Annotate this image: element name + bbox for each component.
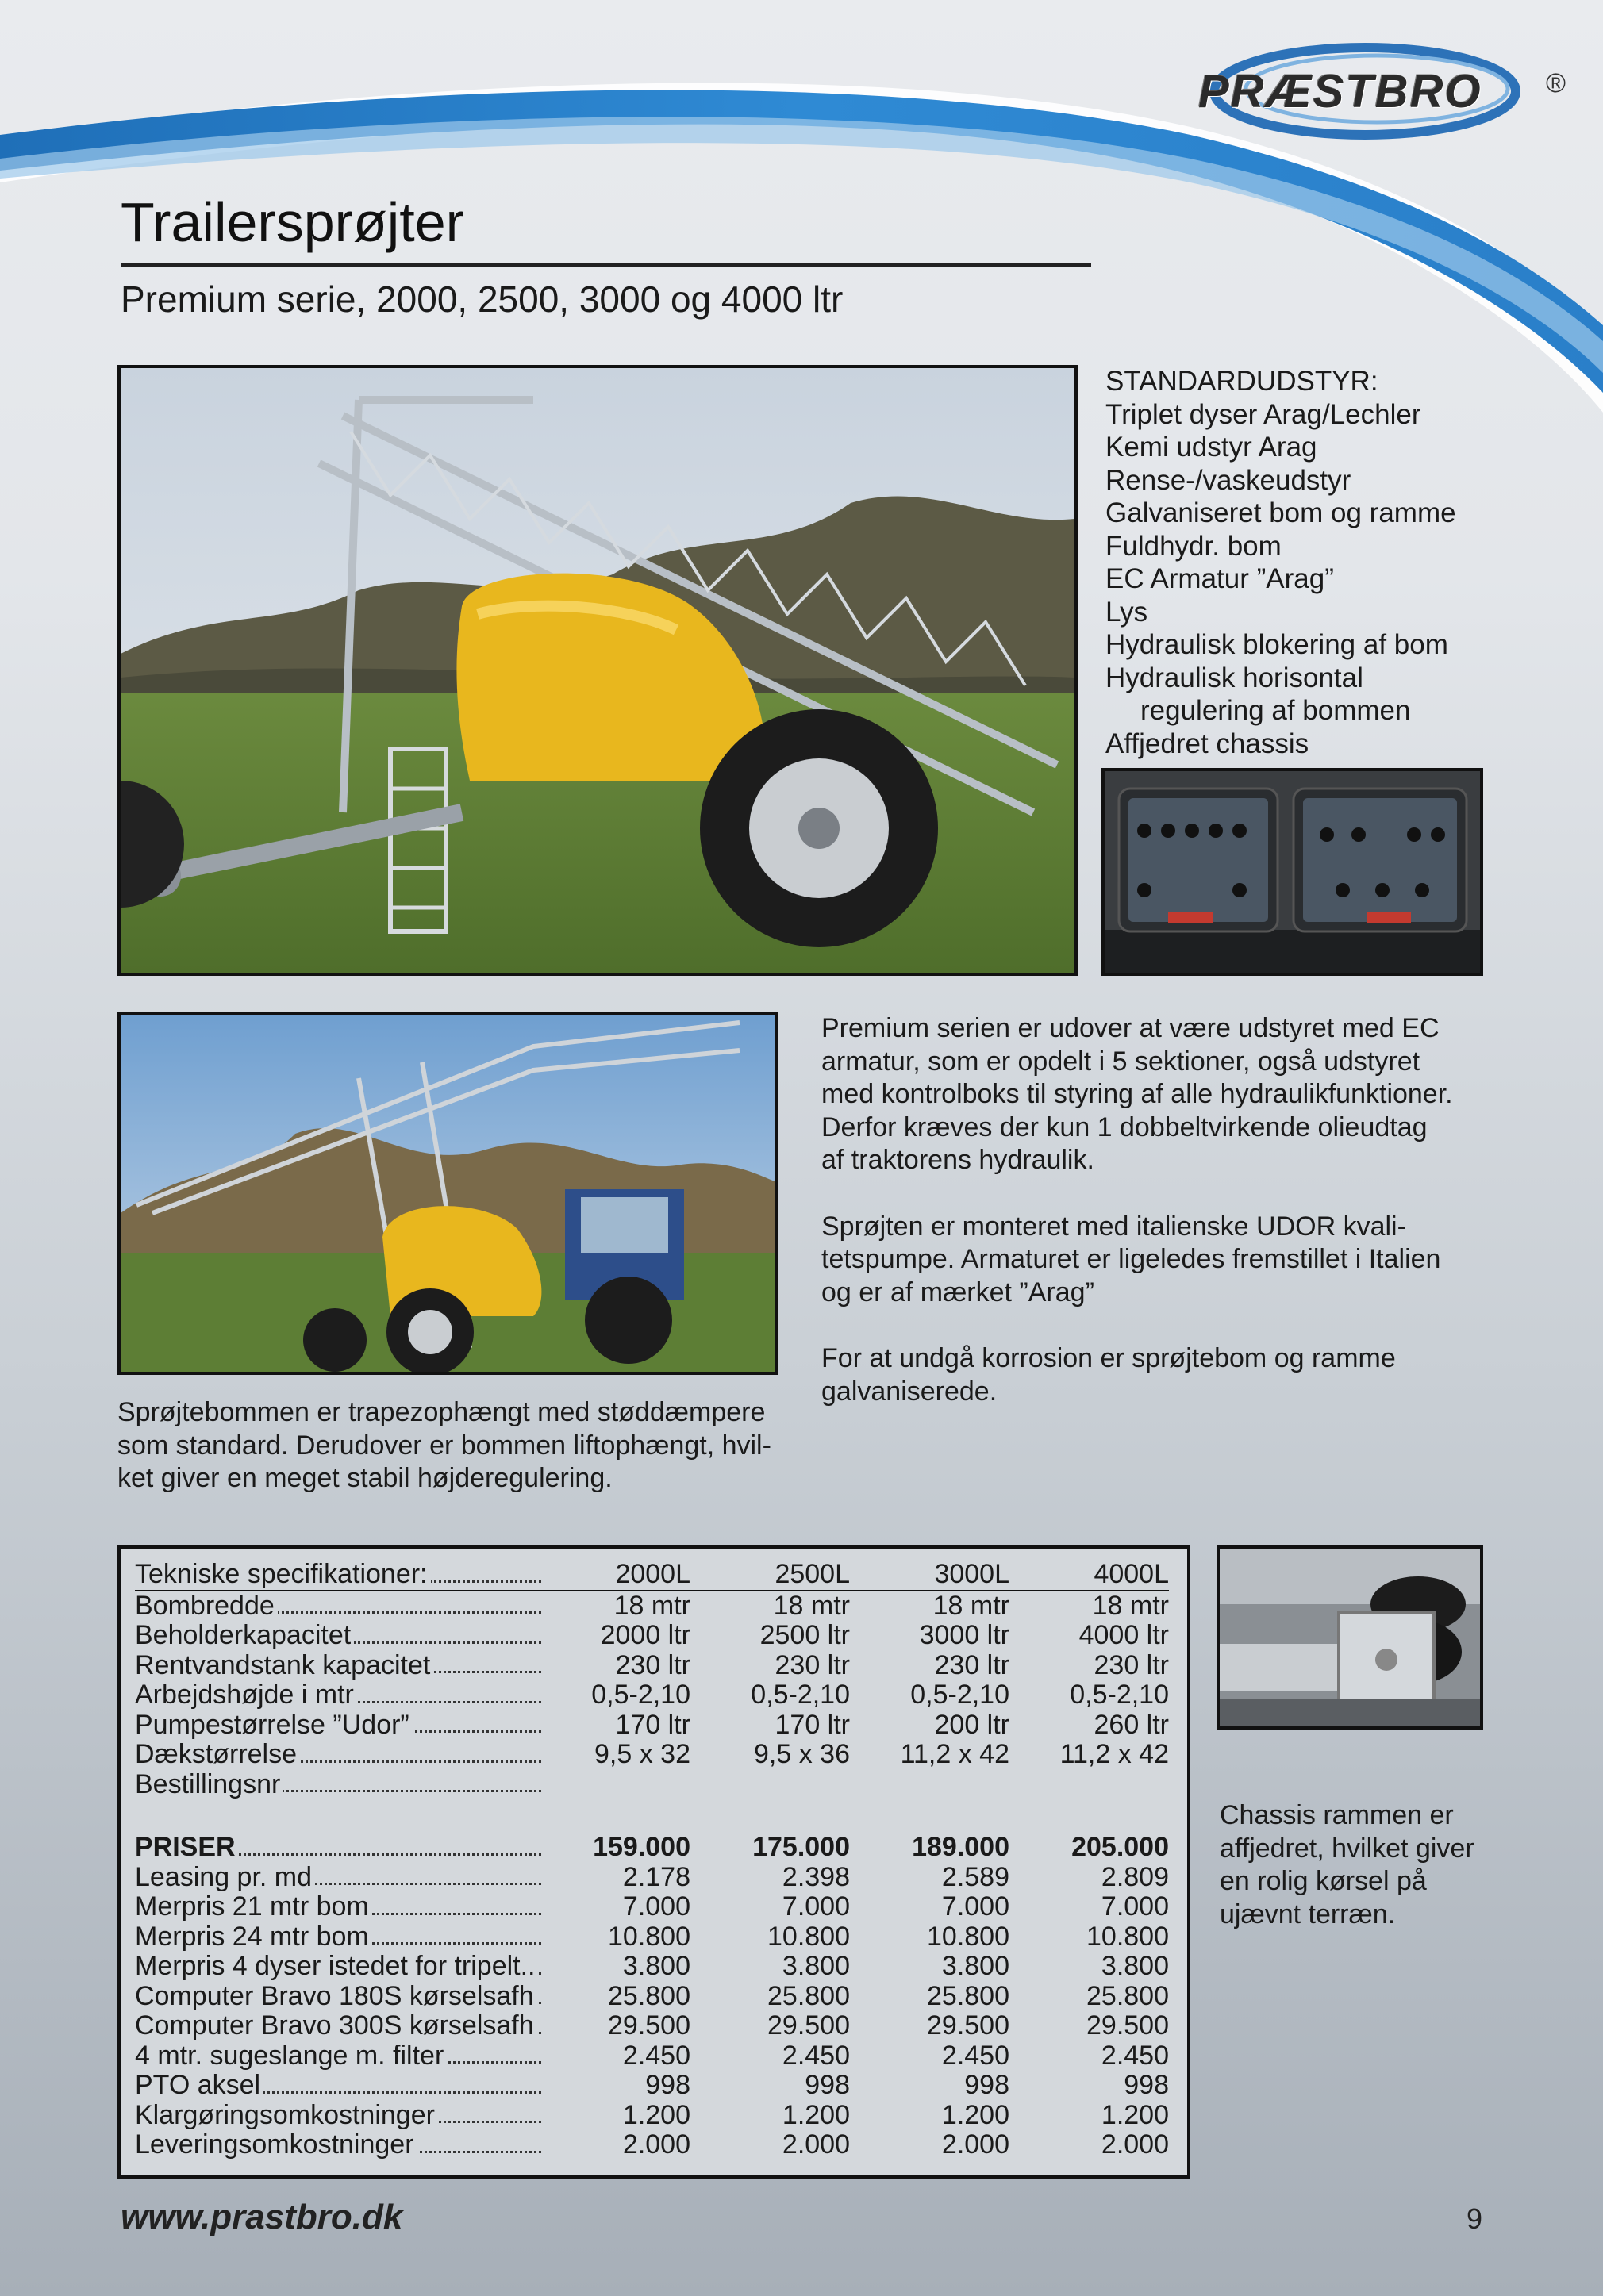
- table-row: Arbejdshøjde i mtr 0,5-2,10 0,5-2,10 0,5-2,10 0,5-2,10: [135, 1680, 1169, 1710]
- spec-cell: 29.500: [767, 2010, 850, 2041]
- list-item: Triplet dyser Arag/Lechler: [1105, 398, 1421, 430]
- spec-cell: [690, 1770, 850, 1800]
- table-row: Rentvandstank kapacitet 230 ltr 230 ltr 230 ltr 230 ltr: [135, 1649, 1169, 1680]
- spec-cell: 11,2 x 42: [1059, 1739, 1169, 1769]
- spec-cell: 2.589: [941, 1861, 1009, 1892]
- standard-equipment-list: [1105, 365, 1456, 760]
- list-item: Hydraulisk blokering af bom: [1105, 629, 1448, 660]
- spec-cell: 170 ltr: [775, 1709, 850, 1740]
- spec-cell: 25.800: [1086, 1980, 1169, 2011]
- spec-cell: 25.800: [767, 1980, 850, 2011]
- chassis-photo: [1217, 1545, 1483, 1730]
- table-row: Leveringsomkostninger 2.000 2.000 2.000 2.000: [135, 2129, 1169, 2160]
- standard-equipment-heading: STANDARDUDSTYR:: [1105, 366, 1378, 397]
- spec-cell: 159.000: [593, 1832, 690, 1862]
- spec-cell: [1009, 1770, 1169, 1800]
- spec-cell: 2.000: [941, 2129, 1009, 2160]
- control-box-photo: [1101, 768, 1483, 976]
- spec-cell: 18 mtr: [932, 1590, 1009, 1621]
- col-2000l: 2000L: [541, 1560, 690, 1591]
- page-number: 9: [1467, 2202, 1483, 2235]
- list-item: Rense-/vaskeudstyr: [1105, 464, 1351, 496]
- spec-cell: 230 ltr: [775, 1649, 850, 1680]
- spec-cell: 18 mtr: [1092, 1590, 1169, 1621]
- table-row: 4 mtr. sugeslange m. filter 2.450 2.450 2.450 2.450: [135, 2040, 1169, 2071]
- spec-cell: 3.800: [622, 1951, 690, 1981]
- spec-cell: 1.200: [782, 2099, 850, 2130]
- table-row: Merpris 24 mtr bom 10.800 10.800 10.800 10.800: [135, 1921, 1169, 1952]
- table-row: Klargøringsomkostninger 1.200 1.200 1.200 1.200: [135, 2099, 1169, 2130]
- spec-cell: 1.200: [1101, 2099, 1169, 2130]
- table-row: Merpris 4 dyser istedet for tripelt.. 3.800 3.800 3.800 3.800: [135, 1951, 1169, 1981]
- description-text: [821, 1012, 1536, 1442]
- sprayer-photo: [117, 365, 1078, 976]
- spec-cell: 260 ltr: [1094, 1709, 1169, 1740]
- spec-cell: 2.450: [622, 2040, 690, 2071]
- spec-header-row: Tekniske specifikationer: 2000L 2500L 3000L 4000L: [135, 1559, 1169, 1589]
- spec-cell: 2500 ltr: [759, 1620, 850, 1650]
- description-paragraph-3: For at undgå korrosion er sprøjtebom og ramme galvaniserede.: [821, 1343, 1396, 1407]
- spec-cell: 2000 ltr: [600, 1620, 690, 1650]
- spec-cell: 3000 ltr: [919, 1620, 1009, 1650]
- list-item: Lys: [1105, 596, 1148, 628]
- spec-cell: 2.000: [782, 2129, 850, 2160]
- chassis-caption: Chassis rammen er affjedret, hvilket giver en rolig kørsel på ujævnt terræn.: [1220, 1800, 1474, 1929]
- spacer-row: [135, 1799, 1169, 1833]
- description-paragraph-1: Premium serien er udover at være udstyret med EC armatur, som er opdelt i 5 sektioner, også udstyret med kontrolboks til styring af alle hydraulikfunktioner. Derfor kræves der kun 1 dobbeltvirkende olieudtag af traktorens hydraulik.: [821, 1013, 1453, 1175]
- spec-cell: 3.800: [941, 1951, 1009, 1981]
- spec-cell: 1.200: [941, 2099, 1009, 2130]
- spec-cell: 2.000: [622, 2129, 690, 2160]
- spec-cell: 2.450: [1101, 2040, 1169, 2071]
- prices-header-row: PRISER 159.000 175.000 189.000 205.000: [135, 1832, 1169, 1862]
- spec-cell: 3.800: [782, 1951, 850, 1981]
- col-3000l: 3000L: [850, 1560, 1009, 1591]
- spec-cell: 18 mtr: [613, 1590, 690, 1621]
- table-row: Pumpestørrelse ”Udor” 170 ltr 170 ltr 200 ltr 260 ltr: [135, 1709, 1169, 1740]
- spec-cell: 200 ltr: [934, 1709, 1009, 1740]
- spec-cell: 205.000: [1071, 1832, 1169, 1862]
- spec-table-box: [117, 1545, 1190, 2179]
- spec-cell: 10.800: [767, 1921, 850, 1952]
- spec-cell: 3.800: [1101, 1951, 1169, 1981]
- list-item: Hydraulisk horisontal: [1105, 662, 1363, 693]
- spec-cell: 230 ltr: [1094, 1649, 1169, 1680]
- brand-logo: [1190, 32, 1587, 143]
- col-4000l: 4000L: [1009, 1560, 1169, 1591]
- table-row: Beholderkapacitet 2000 ltr 2500 ltr 3000 ltr 4000 ltr: [135, 1620, 1169, 1650]
- table-row: Bombredde 18 mtr 18 mtr 18 mtr 18 mtr: [135, 1590, 1169, 1621]
- spec-cell: 230 ltr: [934, 1649, 1009, 1680]
- table-row: Dækstørrelse 9,5 x 32 9,5 x 36 11,2 x 42 11,2 x 42: [135, 1739, 1169, 1769]
- spec-cell: 9,5 x 32: [594, 1739, 690, 1769]
- boom-photo: [117, 1012, 778, 1375]
- list-item: Kemi udstyr Arag: [1105, 432, 1317, 463]
- spec-cell: 25.800: [608, 1980, 690, 2011]
- spec-cell: 29.500: [1086, 2010, 1169, 2041]
- list-item: Affjedret chassis: [1105, 728, 1309, 759]
- spec-cell: 998: [964, 2070, 1009, 2100]
- spec-cell: 189.000: [912, 1832, 1009, 1862]
- spec-cell: 10.800: [608, 1921, 690, 1952]
- spec-table: [135, 1560, 1169, 2160]
- spec-cell: [541, 1770, 690, 1800]
- spec-cell: 9,5 x 36: [754, 1739, 850, 1769]
- spec-cell: 10.800: [927, 1921, 1009, 1952]
- spec-cell: 2.450: [941, 2040, 1009, 2071]
- list-item: EC Armatur ”Arag”: [1105, 563, 1334, 594]
- spec-cell: 170 ltr: [615, 1709, 690, 1740]
- page-title: Trailersprøjter: [121, 191, 464, 253]
- table-row: Merpris 21 mtr bom 7.000 7.000 7.000 7.000: [135, 1891, 1169, 1922]
- spec-cell: 11,2 x 42: [900, 1739, 1009, 1769]
- page-subtitle: Premium serie, 2000, 2500, 3000 og 4000 ltr: [121, 278, 844, 320]
- spec-cell: 0,5-2,10: [751, 1680, 850, 1710]
- spec-cell: 7.000: [1101, 1891, 1169, 1922]
- spec-cell: 7.000: [622, 1891, 690, 1922]
- table-row: Computer Bravo 180S kørselsafh 25.800 25.800 25.800 25.800: [135, 1980, 1169, 2011]
- boom-caption: Sprøjtebommen er trapezophængt med støddæmpere som standard. Derudover er bommen liftophængt, hvil- ket giver en meget stabil højderegulering.: [117, 1397, 771, 1493]
- spec-cell: 230 ltr: [615, 1649, 690, 1680]
- list-item: Galvaniseret bom og ramme: [1105, 497, 1456, 528]
- spec-cell: 29.500: [927, 2010, 1009, 2041]
- logo-text: PRÆSTBRO: [1198, 66, 1482, 117]
- spec-cell: 2.000: [1101, 2129, 1169, 2160]
- list-item: regulering af bommen: [1140, 695, 1411, 726]
- spec-cell: 2.398: [782, 1861, 850, 1892]
- table-row: Computer Bravo 300S kørselsafh 29.500 29.500 29.500 29.500: [135, 2010, 1169, 2041]
- title-rule: [121, 263, 1091, 267]
- table-row: PTO aksel 998 998 998 998: [135, 2070, 1169, 2100]
- col-2500l: 2500L: [690, 1560, 850, 1591]
- spec-cell: 7.000: [941, 1891, 1009, 1922]
- spec-cell: 998: [645, 2070, 690, 2100]
- table-row: Bestillingsnr: [135, 1770, 1169, 1800]
- table-row: Leasing pr. md 2.178 2.398 2.589 2.809: [135, 1861, 1169, 1892]
- footer-url-link[interactable]: www.prastbro.dk: [121, 2198, 403, 2236]
- spec-cell: 998: [1124, 2070, 1169, 2100]
- spec-cell: 29.500: [608, 2010, 690, 2041]
- spec-cell: 2.178: [622, 1861, 690, 1892]
- spec-cell: 2.809: [1101, 1861, 1169, 1892]
- spec-cell: 175.000: [752, 1832, 850, 1862]
- description-paragraph-2: Sprøjten er monteret med italienske UDOR kvali- tetspumpe. Armaturet er ligeledes fremstillet i Italien og er af mærket ”Arag”: [821, 1211, 1441, 1307]
- spec-cell: 7.000: [782, 1891, 850, 1922]
- spec-cell: 18 mtr: [773, 1590, 850, 1621]
- spec-cell: 0,5-2,10: [591, 1680, 690, 1710]
- registered-mark: ®: [1546, 68, 1566, 98]
- spec-cell: 998: [805, 2070, 850, 2100]
- spec-cell: 10.800: [1086, 1921, 1169, 1952]
- spec-cell: 2.450: [782, 2040, 850, 2071]
- spec-cell: 4000 ltr: [1078, 1620, 1169, 1650]
- spec-cell: 25.800: [927, 1980, 1009, 2011]
- spec-cell: 0,5-2,10: [1070, 1680, 1169, 1710]
- spec-cell: 1.200: [622, 2099, 690, 2130]
- list-item: Fuldhydr. bom: [1105, 530, 1282, 562]
- spec-cell: 0,5-2,10: [910, 1680, 1009, 1710]
- spec-cell: [850, 1770, 1009, 1800]
